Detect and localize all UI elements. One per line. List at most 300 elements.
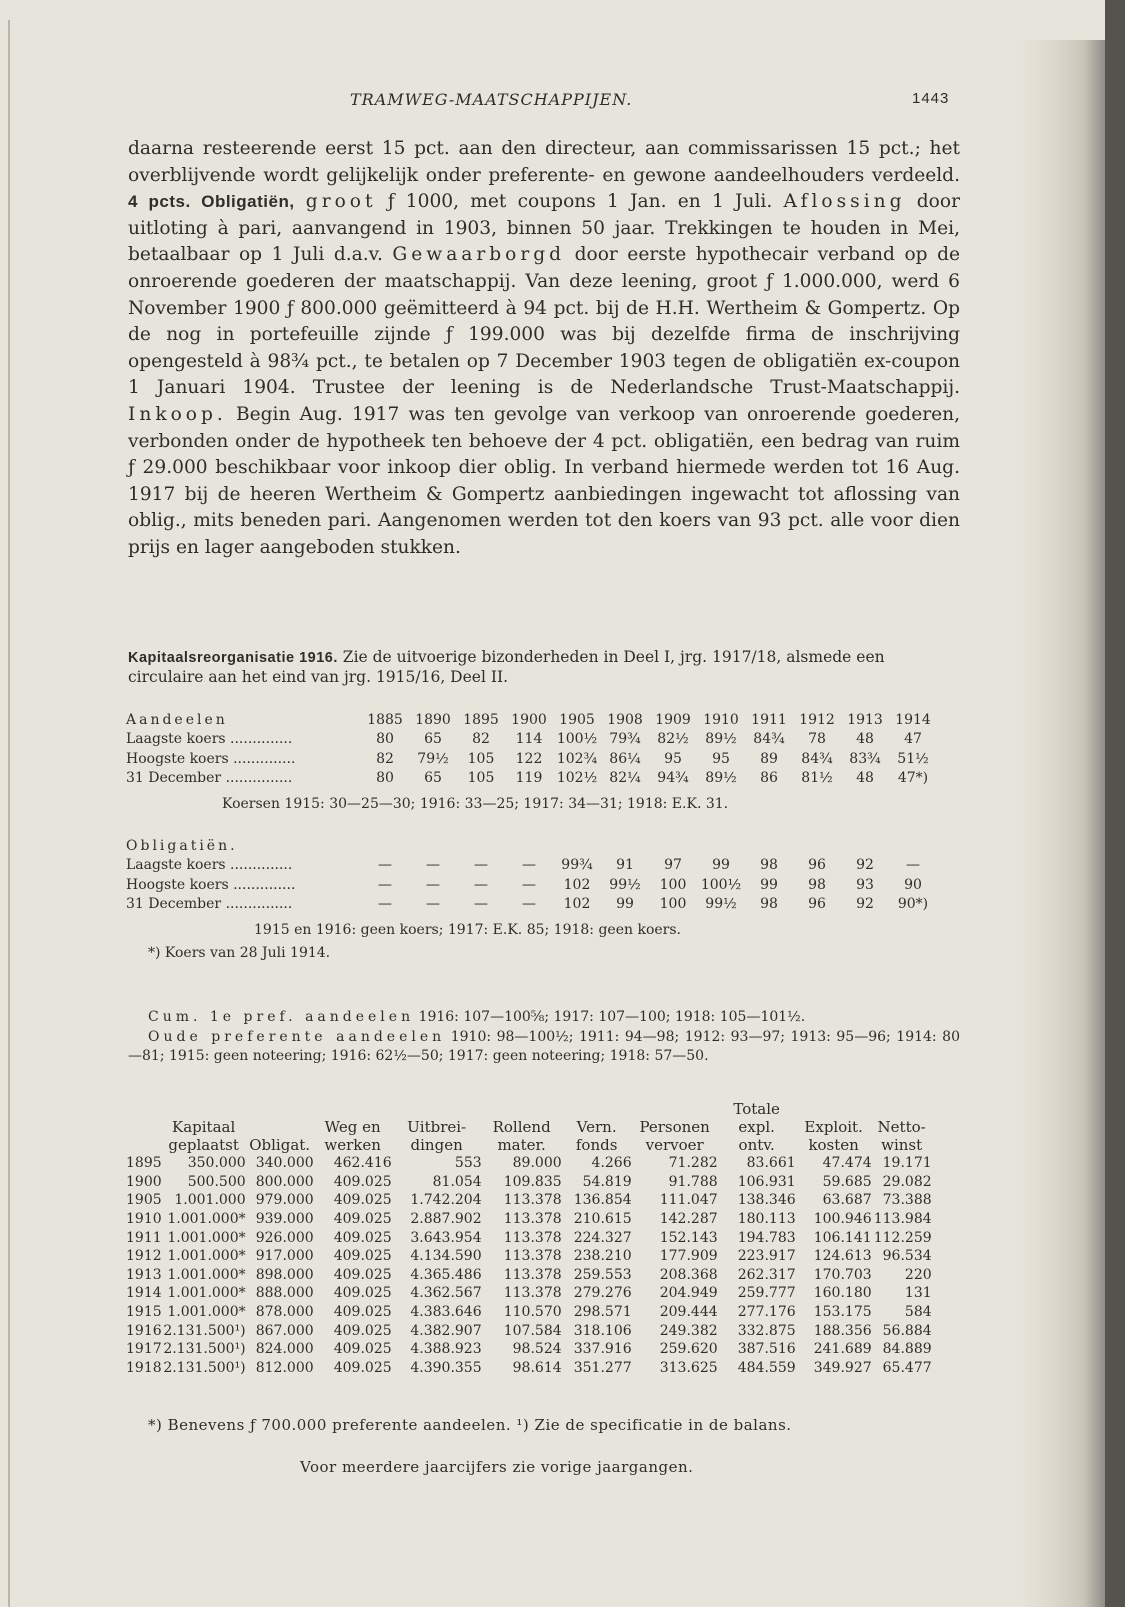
year-cell: 1918: [126, 1359, 162, 1376]
spaced-gewaarborgd: Gewaarborgd: [392, 244, 566, 266]
value-cell: 259.553: [573, 1266, 632, 1283]
finance-header-mid: [126, 1118, 932, 1136]
value-cell: 204.949: [659, 1285, 718, 1302]
value-cell: 824.000: [255, 1341, 314, 1358]
value-cell: 3.643.954: [410, 1229, 482, 1246]
value-cell: 86¼: [609, 750, 641, 767]
value-cell: —: [378, 876, 392, 893]
value-cell: 102½: [556, 770, 598, 787]
value-cell: 4.383.646: [410, 1304, 482, 1321]
year-cell: 1913: [847, 711, 883, 728]
value-cell: 888.000: [255, 1285, 314, 1302]
value-cell: 47: [904, 731, 922, 748]
value-cell: 409.025: [333, 1266, 392, 1283]
table-row: [126, 856, 937, 876]
value-cell: 318.106: [573, 1322, 632, 1339]
row-label: Laagste koers ..............: [126, 857, 293, 874]
year-cell: 1914: [126, 1285, 162, 1302]
value-cell: 1.001.000*: [167, 1285, 246, 1302]
value-cell: 89½: [705, 770, 737, 787]
value-cell: 409.025: [333, 1173, 392, 1190]
row-label: 31 December ...............: [126, 896, 293, 913]
header-cell: [632, 1100, 718, 1118]
value-cell: 224.327: [573, 1229, 632, 1246]
row-label: Laagste koers ..............: [126, 731, 293, 748]
value-cell: 898.000: [255, 1266, 314, 1283]
value-cell: 1.001.000: [174, 1192, 246, 1209]
value-cell: 1.001.000*: [167, 1266, 246, 1283]
value-cell: 71.282: [668, 1155, 718, 1172]
year-cell: 1908: [607, 711, 643, 728]
value-cell: 78: [808, 731, 826, 748]
value-cell: 484.559: [737, 1359, 796, 1376]
value-cell: 4.362.567: [410, 1285, 482, 1302]
value-cell: 553: [454, 1155, 482, 1172]
value-cell: 47.474: [822, 1155, 872, 1172]
page-number: 1443: [912, 90, 950, 107]
value-cell: 136.854: [573, 1192, 632, 1209]
value-cell: 59.685: [822, 1173, 872, 1190]
running-head: TRAMWEG-MAATSCHAPPIJEN.: [350, 90, 633, 109]
value-cell: 119: [515, 770, 543, 787]
value-cell: 124.613: [813, 1248, 872, 1265]
value-cell: —: [522, 857, 536, 874]
value-cell: 313.625: [659, 1359, 718, 1376]
year-cell: 1916: [126, 1322, 162, 1339]
value-cell: 89.000: [512, 1155, 562, 1172]
oude-pref-label: Oude preferente aandeelen: [148, 1029, 446, 1045]
table-row: [126, 1247, 932, 1266]
value-cell: 48: [856, 770, 874, 787]
page-left-edge: [8, 20, 10, 1607]
value-cell: 92: [856, 896, 874, 913]
value-cell: 99: [760, 876, 778, 893]
value-cell: 2.131.500¹): [163, 1359, 246, 1376]
spaced-aflossing: Aflossing: [783, 191, 906, 213]
year-cell: 1890: [415, 711, 451, 728]
table-row: [126, 769, 937, 789]
value-cell: 98.614: [512, 1359, 562, 1376]
value-cell: —: [378, 896, 392, 913]
value-cell: 4.365.486: [410, 1266, 482, 1283]
value-cell: 81.054: [432, 1173, 482, 1190]
value-cell: 113.378: [503, 1285, 562, 1302]
value-cell: 99½: [609, 876, 641, 893]
header-cell: mater.: [497, 1136, 546, 1154]
value-cell: 99½: [705, 896, 737, 913]
header-cell: Netto-: [877, 1118, 926, 1136]
value-cell: 259.620: [659, 1341, 718, 1358]
year-cell: 1911: [751, 711, 787, 728]
value-cell: 208.368: [659, 1266, 718, 1283]
value-cell: 98.524: [512, 1341, 562, 1358]
value-cell: 96: [808, 896, 826, 913]
value-cell: 84¾: [801, 750, 833, 767]
value-cell: 238.210: [573, 1248, 632, 1265]
year-cell: 1911: [126, 1229, 162, 1246]
value-cell: 131: [904, 1285, 932, 1302]
year-cell: 1912: [799, 711, 835, 728]
year-cell: 1905: [559, 711, 595, 728]
text-p2: ƒ 1000, met coupons 1 Jan. en 1 Juli.: [387, 191, 773, 213]
value-cell: 113.378: [503, 1266, 562, 1283]
value-cell: 100½: [556, 731, 598, 748]
value-cell: 500.500: [187, 1173, 246, 1190]
value-cell: 100: [659, 896, 687, 913]
value-cell: 210.615: [573, 1211, 632, 1228]
header-cell: Exploit.: [804, 1118, 863, 1136]
value-cell: 351.277: [573, 1359, 632, 1376]
value-cell: 160.180: [813, 1285, 872, 1302]
header-cell: Vern.: [576, 1118, 617, 1136]
value-cell: 194.783: [737, 1229, 796, 1246]
value-cell: 96: [808, 857, 826, 874]
value-cell: 800.000: [255, 1173, 314, 1190]
row-label: Hoogste koers ..............: [126, 750, 296, 767]
value-cell: 4.388.923: [410, 1341, 482, 1358]
value-cell: 409.025: [333, 1304, 392, 1321]
value-cell: 83¾: [849, 750, 881, 767]
value-cell: 100: [659, 876, 687, 893]
value-cell: 65: [424, 731, 442, 748]
value-cell: 4.134.590: [410, 1248, 482, 1265]
value-cell: 409.025: [333, 1341, 392, 1358]
value-cell: 4.382.907: [410, 1322, 482, 1339]
value-cell: 4.390.355: [410, 1359, 482, 1376]
value-cell: 111.047: [659, 1192, 718, 1209]
value-cell: 92: [856, 857, 874, 874]
value-cell: 84.889: [882, 1341, 932, 1358]
header-cell: kosten: [808, 1136, 859, 1154]
table-row: [126, 1321, 932, 1340]
value-cell: 107.584: [503, 1322, 562, 1339]
value-cell: 105: [467, 770, 495, 787]
year-cell: 1914: [895, 711, 931, 728]
book-spine-shadow: [1020, 40, 1105, 1607]
year-cell: 1909: [655, 711, 691, 728]
header-cell: Rollend: [492, 1118, 551, 1136]
value-cell: 279.276: [573, 1285, 632, 1302]
value-cell: 409.025: [333, 1192, 392, 1209]
value-cell: 249.382: [659, 1322, 718, 1339]
value-cell: 387.516: [737, 1341, 796, 1358]
value-cell: 138.346: [737, 1192, 796, 1209]
header-cell: [162, 1100, 246, 1118]
header-cell: vervoer: [645, 1136, 704, 1154]
value-cell: 241.689: [813, 1341, 872, 1358]
value-cell: 1.001.000*: [167, 1211, 246, 1228]
value-cell: 80: [376, 731, 394, 748]
value-cell: 917.000: [255, 1248, 314, 1265]
value-cell: 106.141: [813, 1229, 872, 1246]
koersen-shares-line: Koersen 1915: 30—25—30; 1916: 33—25; 1917: 34—31; 1918: E.K. 31.: [222, 796, 729, 812]
value-cell: 99: [712, 857, 730, 874]
table-row: [126, 1303, 932, 1322]
text-p3: door uitloting à pari, aanvangend in 1903, binnen 50 jaar. Trekkingen te houden in Mei, betaalbaar op 1 Juli d.a.v.: [128, 191, 960, 266]
header-cell: [392, 1100, 482, 1118]
table-row: [126, 1228, 932, 1247]
value-cell: 584: [904, 1304, 932, 1321]
value-cell: 91.788: [668, 1173, 718, 1190]
value-cell: 337.916: [573, 1341, 632, 1358]
year-cell: 1910: [703, 711, 739, 728]
header-cell: Obligat.: [249, 1136, 311, 1154]
value-cell: 99¾: [561, 857, 593, 874]
value-cell: 409.025: [333, 1248, 392, 1265]
value-cell: 96.534: [882, 1248, 932, 1265]
value-cell: 19.171: [882, 1155, 932, 1172]
value-cell: 122: [515, 750, 543, 767]
value-cell: 220: [904, 1266, 932, 1283]
table-row: [126, 875, 937, 895]
value-cell: 81½: [801, 770, 833, 787]
value-cell: 80: [376, 770, 394, 787]
table-row: [126, 1266, 932, 1285]
table-row: [126, 749, 937, 769]
share-price-table: [126, 710, 937, 788]
finance-table: [126, 1100, 932, 1377]
value-cell: 65: [424, 770, 442, 787]
value-cell: 209.444: [659, 1304, 718, 1321]
value-cell: 83.661: [746, 1155, 796, 1172]
table-row: [126, 1210, 932, 1229]
value-cell: 2.131.500¹): [163, 1341, 246, 1358]
value-cell: 65.477: [882, 1359, 932, 1376]
year-cell: 1900: [511, 711, 547, 728]
value-cell: 102¾: [556, 750, 598, 767]
value-cell: 867.000: [255, 1322, 314, 1339]
reorg-title: Kapitaalsreorganisatie 1916.: [128, 650, 338, 666]
value-cell: 223.917: [737, 1248, 796, 1265]
header-cell: [246, 1100, 314, 1118]
value-cell: 262.317: [737, 1266, 796, 1283]
row-label: Hoogste koers ..............: [126, 876, 296, 893]
bond-header-row: [126, 836, 937, 856]
value-cell: 188.356: [813, 1322, 872, 1339]
header-cell: Totale: [733, 1100, 780, 1118]
value-cell: 1.001.000*: [167, 1229, 246, 1246]
value-cell: 1.742.204: [410, 1192, 482, 1209]
value-cell: 142.287: [659, 1211, 718, 1228]
header-cell: Kapitaal: [172, 1118, 236, 1136]
value-cell: —: [378, 857, 392, 874]
year-cell: 1913: [126, 1266, 162, 1283]
header-cell: [482, 1100, 562, 1118]
value-cell: 109.835: [503, 1173, 562, 1190]
value-cell: 79½: [417, 750, 449, 767]
value-cell: 812.000: [255, 1359, 314, 1376]
table-row: [126, 730, 937, 750]
finance-rows: [126, 1154, 932, 1377]
header-cell: dingen: [410, 1136, 463, 1154]
header-cell: werken: [324, 1136, 381, 1154]
pref-shares-block: [148, 1008, 960, 1027]
value-cell: 2.131.500¹): [163, 1322, 246, 1339]
finance-header-bot: [126, 1136, 932, 1154]
value-cell: 113.378: [503, 1248, 562, 1265]
value-cell: 105: [467, 750, 495, 767]
value-cell: 153.175: [813, 1304, 872, 1321]
table-row: [126, 1154, 932, 1173]
table-row: [126, 1173, 932, 1192]
value-cell: 100.946: [813, 1211, 872, 1228]
table-row: [126, 895, 937, 915]
value-cell: 349.927: [813, 1359, 872, 1376]
value-cell: 340.000: [255, 1155, 314, 1172]
closing-note: Voor meerdere jaarcijfers zie vorige jaargangen.: [300, 1458, 694, 1476]
value-cell: 89: [760, 750, 778, 767]
aandeelen-label: Aandeelen: [126, 711, 228, 728]
value-cell: 409.025: [333, 1211, 392, 1228]
value-cell: 86: [760, 770, 778, 787]
value-cell: 98: [760, 896, 778, 913]
header-cell: [796, 1100, 872, 1118]
value-cell: —: [474, 896, 488, 913]
table-row: [126, 1359, 932, 1378]
value-cell: 298.571: [573, 1304, 632, 1321]
value-cell: 47*): [897, 770, 929, 787]
value-cell: 98: [760, 857, 778, 874]
share-year-header: [126, 710, 937, 730]
value-cell: 409.025: [333, 1322, 392, 1339]
value-cell: 113.984: [873, 1211, 932, 1228]
cum-pref-label: Cum. 1e pref. aandeelen: [148, 1009, 415, 1025]
value-cell: 29.082: [882, 1173, 932, 1190]
year-cell: 1912: [126, 1248, 162, 1265]
reorg-text: Zie de uitvoerige bizonderheden in Deel I, jrg. 1917/18, alsmede een circulaire aan het eind van jrg. 1915/16, Deel II.: [128, 648, 885, 686]
value-cell: —: [426, 857, 440, 874]
reorg-note: [128, 648, 960, 687]
oude-pref-values: 1910: 98—100½; 1911: 94—98; 1912: 93—97; 1913: 95—96; 1914: 80—81; 1915: geen noteering; 1916: 62½—50; 1917: geen noteering; 1918: 57—50.: [128, 1029, 960, 1064]
table-row: [126, 1340, 932, 1359]
value-cell: 56.884: [882, 1322, 932, 1339]
value-cell: 112.259: [873, 1229, 932, 1246]
value-cell: 48: [856, 731, 874, 748]
value-cell: 100½: [700, 876, 742, 893]
table-row: [126, 1191, 932, 1210]
value-cell: 63.687: [822, 1192, 872, 1209]
value-cell: 409.025: [333, 1359, 392, 1376]
header-cell: [126, 1118, 162, 1136]
value-cell: 79¾: [609, 731, 641, 748]
year-cell: 1895: [463, 711, 499, 728]
value-cell: 939.000: [255, 1211, 314, 1228]
value-cell: 99: [616, 896, 634, 913]
header-cell: Uitbrei-: [407, 1118, 467, 1136]
text-p4: door eerste hypothecair verband op de onroerende goederen der maatschappij. Van deze leening, groot ƒ 1.000.000, werd 6 November 1900 ƒ 800.000 geëmitteerd à 94 pct. bij de H.H. Wertheim & Gompertz. Op de nog in portefeuille zijnde ƒ 199.000 was bij dezelfde firma de inschrijving opengesteld à 98¾ pct., te betalen op 7 December 1903 tegen de obligatiën ex-coupon 1 Januari 1904. Trustee der leening is de Nederlandsche Trust-Maatschappij.: [128, 244, 960, 399]
value-cell: 878.000: [255, 1304, 314, 1321]
scan-right-border: [1105, 0, 1125, 1607]
value-cell: —: [474, 857, 488, 874]
text-p1: daarna resteerende eerst 15 pct. aan den directeur, aan commissarissen 15 pct.; het overblijvende wordt gelijkelijk onder preferente- en gewone aandeelhouders verdeeld.: [128, 138, 960, 186]
finance-footnote: *) Benevens ƒ 700.000 preferente aandeelen. ¹) Zie de specificatie in de balans.: [148, 1416, 792, 1434]
value-cell: 462.416: [333, 1155, 392, 1172]
value-cell: 114: [515, 731, 543, 748]
value-cell: 409.025: [333, 1285, 392, 1302]
value-cell: 54.819: [582, 1173, 632, 1190]
value-cell: 106.931: [737, 1173, 796, 1190]
value-cell: 259.777: [737, 1285, 796, 1302]
value-cell: 73.388: [882, 1192, 932, 1209]
header-cell: [872, 1100, 932, 1118]
year-cell: 1900: [126, 1173, 162, 1190]
body-paragraph: [128, 136, 960, 562]
year-cell: 1895: [126, 1155, 162, 1172]
value-cell: —: [426, 876, 440, 893]
value-cell: 82: [376, 750, 394, 767]
value-cell: 170.703: [813, 1266, 872, 1283]
year-cell: 1910: [126, 1211, 162, 1228]
header-cell: [126, 1100, 162, 1118]
value-cell: 113.378: [503, 1229, 562, 1246]
value-cell: 4.266: [591, 1155, 632, 1172]
header-cell: [562, 1100, 632, 1118]
finance-header-top: [126, 1100, 932, 1118]
value-cell: 82: [472, 731, 490, 748]
value-cell: 113.378: [503, 1192, 562, 1209]
year-cell: 1905: [126, 1192, 162, 1209]
header-cell: winst: [881, 1136, 923, 1154]
header-cell: ontv.: [738, 1136, 775, 1154]
value-cell: 90: [904, 876, 922, 893]
value-cell: 1.001.000*: [167, 1248, 246, 1265]
value-cell: 94¾: [657, 770, 689, 787]
bond-heading: 4 pcts. Obligatiën,: [128, 192, 295, 212]
value-cell: 102: [563, 896, 591, 913]
value-cell: 177.909: [659, 1248, 718, 1265]
value-cell: 97: [664, 857, 682, 874]
value-cell: 98: [808, 876, 826, 893]
value-cell: 95: [664, 750, 682, 767]
value-cell: 1.001.000*: [167, 1304, 246, 1321]
value-cell: 2.887.902: [410, 1211, 482, 1228]
value-cell: —: [474, 876, 488, 893]
value-cell: 91: [616, 857, 634, 874]
value-cell: 93: [856, 876, 874, 893]
value-cell: —: [426, 896, 440, 913]
row-label: 31 December ...............: [126, 770, 293, 787]
value-cell: 350.000: [187, 1155, 246, 1172]
year-cell: 1915: [126, 1304, 162, 1321]
value-cell: 409.025: [333, 1229, 392, 1246]
value-cell: 102: [563, 876, 591, 893]
obligatien-label: Obligatiën.: [126, 837, 238, 854]
text-p5: Begin Aug. 1917 was ten gevolge van verkoop van onroerende goederen, verbonden onder de hypotheek ten behoeve der 4 pct. obligatiën, een bedrag van ruim ƒ 29.000 beschikbaar voor inkoop dier oblig. In verband hiermede werden tot 16 Aug. 1917 bij de heeren Wertheim & Gompertz aanbiedingen ingewacht tot aflossing van oblig., mits beneden pari. Aangenomen werden tot den koers van 93 pct. alle voor dien prijs en lager aangeboden stukken.: [128, 403, 960, 558]
value-cell: —: [522, 876, 536, 893]
value-cell: —: [522, 896, 536, 913]
value-cell: 95: [712, 750, 730, 767]
bond-footnote: *) Koers van 28 Juli 1914.: [148, 945, 331, 961]
year-cell: 1917: [126, 1341, 162, 1358]
header-cell: Weg en: [324, 1118, 381, 1136]
koersen-bonds-line: 1915 en 1916: geen koers; 1917: E.K. 85; 1918: geen koers.: [254, 922, 681, 938]
value-cell: 979.000: [255, 1192, 314, 1209]
header-cell: fonds: [575, 1136, 618, 1154]
value-cell: 152.143: [659, 1229, 718, 1246]
value-cell: —: [906, 857, 920, 874]
bond-price-table: [126, 836, 937, 914]
value-cell: 90*): [897, 896, 929, 913]
value-cell: 84¾: [753, 731, 785, 748]
header-cell: geplaatst: [168, 1136, 239, 1154]
value-cell: 332.875: [737, 1322, 796, 1339]
value-cell: 113.378: [503, 1211, 562, 1228]
value-cell: 180.113: [737, 1211, 796, 1228]
value-cell: 82½: [657, 731, 689, 748]
header-cell: expl.: [738, 1118, 775, 1136]
cum-pref-line: [148, 1008, 960, 1027]
value-cell: 277.176: [737, 1304, 796, 1321]
